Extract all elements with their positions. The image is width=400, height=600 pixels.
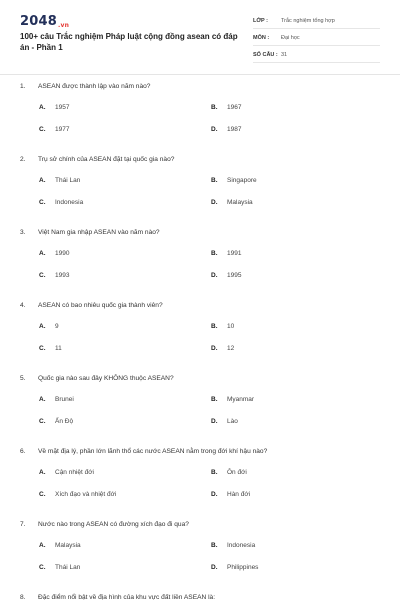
question-label: Đặc điểm nổi bật về địa hình của khu vực đất liền ASEAN là: xyxy=(38,594,216,600)
question-label: ASEAN có bao nhiêu quốc gia thành viên? xyxy=(38,302,163,309)
option-text: 1990 xyxy=(55,250,70,257)
answer-option[interactable] xyxy=(211,197,361,209)
question-text xyxy=(20,445,400,458)
option-text: Thái Lan xyxy=(55,177,81,184)
logo-suffix: .vn xyxy=(57,22,70,29)
answer-option[interactable] xyxy=(211,124,361,136)
question-item xyxy=(0,226,400,299)
quiz-meta xyxy=(253,14,380,65)
answer-option[interactable] xyxy=(211,394,361,406)
answer-option[interactable] xyxy=(211,321,361,333)
question-text xyxy=(20,80,400,93)
option-text: 1987 xyxy=(227,126,242,133)
meta-row xyxy=(253,14,380,29)
option-text: Brunei xyxy=(55,396,74,403)
question-item xyxy=(0,445,400,518)
meta-row xyxy=(253,31,380,46)
question-number: 1. xyxy=(20,83,26,90)
option-text: Indonesia xyxy=(55,199,84,206)
option-text: 10 xyxy=(227,323,235,330)
option-letter: B. xyxy=(211,250,218,257)
option-text: Ấn Độ xyxy=(55,418,74,425)
option-letter: B. xyxy=(211,396,218,403)
site-logo[interactable] xyxy=(20,14,69,29)
answer-option[interactable] xyxy=(211,540,361,552)
option-text: Hàn đới xyxy=(227,491,251,498)
page-header xyxy=(0,0,400,68)
question-text xyxy=(20,518,400,531)
option-text: Thái Lan xyxy=(55,564,81,571)
option-letter: D. xyxy=(211,126,218,133)
option-row xyxy=(0,124,400,136)
option-text: Singapore xyxy=(227,177,257,184)
option-text: 1957 xyxy=(55,104,70,111)
question-item xyxy=(0,518,400,591)
option-letter: B. xyxy=(211,104,218,111)
option-row xyxy=(0,248,400,260)
answer-options xyxy=(0,248,400,282)
option-letter: A. xyxy=(39,104,46,111)
option-letter: D. xyxy=(211,199,218,206)
answer-option[interactable] xyxy=(211,489,361,501)
question-text xyxy=(20,299,400,312)
option-text: 1977 xyxy=(55,126,70,133)
answer-option[interactable] xyxy=(211,248,361,260)
question-text xyxy=(20,226,400,239)
meta-label: LỚP : xyxy=(253,18,268,24)
option-text: Indonesia xyxy=(227,542,256,549)
option-text: Xích đạo và nhiệt đới xyxy=(55,491,117,498)
question-item xyxy=(0,591,400,600)
answer-option[interactable] xyxy=(39,540,211,552)
answer-option[interactable] xyxy=(39,489,211,501)
option-letter: C. xyxy=(39,126,46,133)
question-number: 4. xyxy=(20,302,26,309)
answer-option[interactable] xyxy=(211,343,361,355)
answer-option[interactable] xyxy=(39,102,211,114)
answer-options xyxy=(0,175,400,209)
option-row xyxy=(0,467,400,479)
option-letter: A. xyxy=(39,469,46,476)
meta-value: Trắc nghiệm tổng hợp xyxy=(281,18,335,24)
answer-option[interactable] xyxy=(39,248,211,260)
option-letter: A. xyxy=(39,323,46,330)
answer-option[interactable] xyxy=(211,270,361,282)
option-letter: B. xyxy=(211,323,218,330)
question-label: ASEAN được thành lập vào năm nào? xyxy=(38,83,151,90)
option-letter: D. xyxy=(211,272,218,279)
question-item xyxy=(0,80,400,153)
option-text: 1967 xyxy=(227,104,242,111)
option-text: 12 xyxy=(227,345,235,352)
option-letter: A. xyxy=(39,177,46,184)
meta-row xyxy=(253,48,380,63)
header-divider xyxy=(0,74,400,75)
question-number: 6. xyxy=(20,448,26,455)
option-row xyxy=(0,175,400,187)
question-number: 2. xyxy=(20,156,26,163)
question-number: 3. xyxy=(20,229,26,236)
answer-option[interactable] xyxy=(211,467,361,479)
question-label: Nước nào trong ASEAN có đường xích đạo đi qua? xyxy=(38,521,189,528)
answer-option[interactable] xyxy=(39,124,211,136)
question-label: Quốc gia nào sau đây KHÔNG thuộc ASEAN? xyxy=(38,375,174,382)
option-text: Philippines xyxy=(227,564,259,571)
option-letter: A. xyxy=(39,396,46,403)
option-letter: C. xyxy=(39,345,46,352)
option-row xyxy=(0,416,400,428)
answer-option[interactable] xyxy=(39,270,211,282)
question-item xyxy=(0,372,400,445)
option-text: Myanmar xyxy=(227,396,255,403)
answer-option[interactable] xyxy=(39,467,211,479)
option-letter: A. xyxy=(39,542,46,549)
option-row xyxy=(0,197,400,209)
option-text: 9 xyxy=(55,323,59,330)
option-letter: D. xyxy=(211,564,218,571)
meta-label: MÔN : xyxy=(253,35,270,41)
answer-option[interactable] xyxy=(211,175,361,187)
option-letter: C. xyxy=(39,272,46,279)
answer-option[interactable] xyxy=(39,197,211,209)
option-letter: C. xyxy=(39,418,46,425)
question-item xyxy=(0,299,400,372)
question-number: 5. xyxy=(20,375,26,382)
option-row xyxy=(0,562,400,574)
question-item xyxy=(0,153,400,226)
option-letter: D. xyxy=(211,345,218,352)
question-label: Về mặt địa lý, phần lớn lãnh thổ các nước ASEAN nằm trong đới khí hậu nào? xyxy=(38,448,268,455)
answer-option[interactable] xyxy=(211,562,361,574)
answer-option[interactable] xyxy=(211,102,361,114)
page-title: 100+ câu Trắc nghiệm Pháp luật cộng đồng asean có đáp án - Phần 1 xyxy=(20,32,238,52)
question-number: 7. xyxy=(20,521,26,528)
option-row xyxy=(0,394,400,406)
option-letter: A. xyxy=(39,250,46,257)
option-letter: C. xyxy=(39,564,46,571)
answer-options xyxy=(0,102,400,136)
option-text: 1995 xyxy=(227,272,242,279)
option-text: Malaysia xyxy=(55,542,81,549)
option-letter: C. xyxy=(39,199,46,206)
option-text: 1993 xyxy=(55,272,70,279)
option-text: Malaysia xyxy=(227,199,253,206)
answer-option[interactable] xyxy=(39,394,211,406)
question-number: 8. xyxy=(20,594,26,600)
option-text: Lào xyxy=(227,418,238,425)
question-label: Việt Nam gia nhập ASEAN vào năm nào? xyxy=(38,229,160,236)
question-text xyxy=(20,153,400,166)
option-row xyxy=(0,489,400,501)
answer-option[interactable] xyxy=(211,416,361,428)
option-letter: B. xyxy=(211,542,218,549)
option-text: 11 xyxy=(55,345,62,352)
option-text: 1991 xyxy=(227,250,242,257)
answer-option[interactable] xyxy=(39,175,211,187)
option-row xyxy=(0,540,400,552)
option-row xyxy=(0,270,400,282)
answer-option[interactable] xyxy=(39,321,211,333)
answer-options xyxy=(0,394,400,428)
question-text xyxy=(20,372,400,385)
question-list xyxy=(0,80,400,600)
option-text: Ôn đới xyxy=(227,469,247,476)
question-label: Trụ sở chính của ASEAN đặt tại quốc gia nào? xyxy=(38,156,175,163)
option-letter: B. xyxy=(211,177,218,184)
option-text: Cận nhiệt đới xyxy=(55,469,94,476)
answer-options xyxy=(0,467,400,501)
question-text xyxy=(20,591,400,600)
answer-option[interactable] xyxy=(39,562,211,574)
option-row xyxy=(0,102,400,114)
option-row xyxy=(0,343,400,355)
answer-options xyxy=(0,540,400,574)
meta-label: SỐ CÂU : xyxy=(253,52,278,58)
answer-option[interactable] xyxy=(39,416,211,428)
option-letter: D. xyxy=(211,418,218,425)
option-letter: B. xyxy=(211,469,218,476)
logo-text: 2048 xyxy=(20,14,57,29)
answer-option[interactable] xyxy=(39,343,211,355)
meta-value: Đại học xyxy=(281,35,300,41)
option-letter: D. xyxy=(211,491,218,498)
meta-value: 31 xyxy=(281,52,288,58)
option-letter: C. xyxy=(39,491,46,498)
answer-options xyxy=(0,321,400,355)
option-row xyxy=(0,321,400,333)
